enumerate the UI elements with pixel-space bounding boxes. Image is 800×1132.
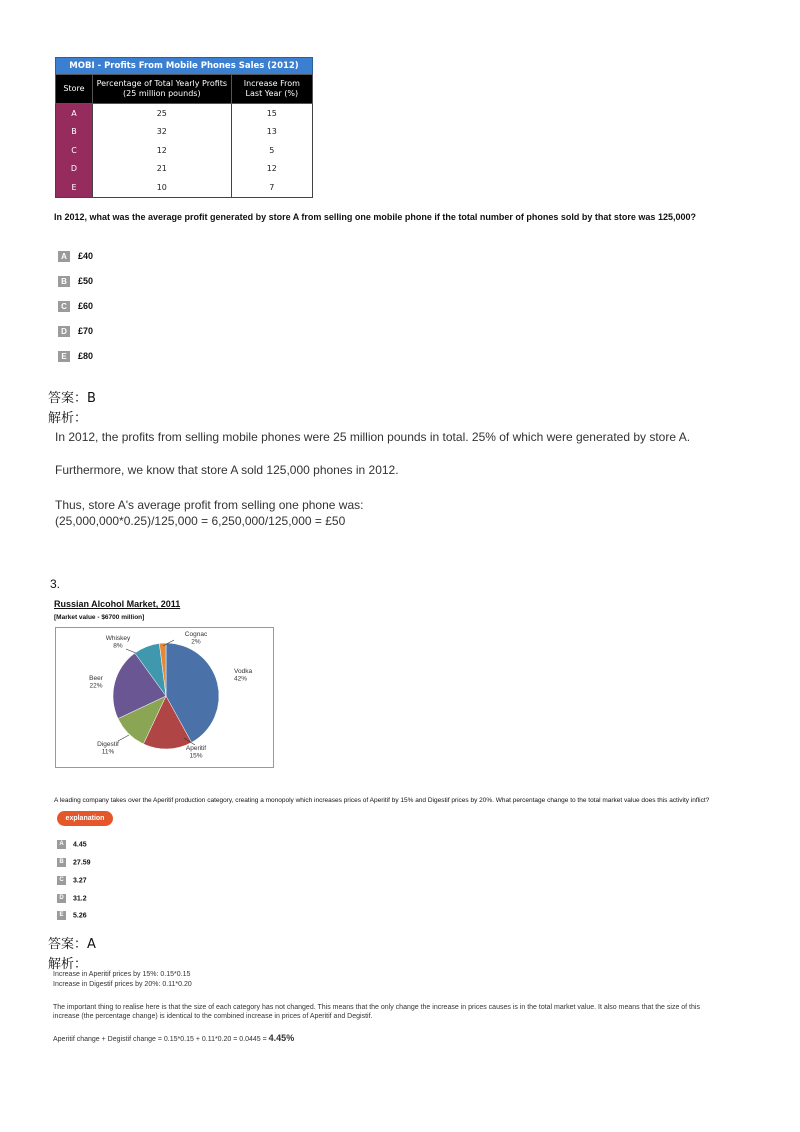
answer-label: 答案：A [48, 937, 96, 952]
option-text: 4.45 [73, 841, 87, 849]
percentage-cell: 25 [93, 104, 232, 123]
option-a[interactable] [58, 250, 93, 262]
increase-cell: 7 [231, 178, 312, 197]
analysis-label: 解析： [48, 411, 88, 426]
option-text: 3.27 [73, 877, 87, 885]
percentage-cell: 21 [93, 160, 232, 179]
option-d[interactable] [58, 325, 93, 337]
option-text: 27.59 [73, 859, 91, 867]
answer-label: 答案：B [48, 391, 96, 406]
table-row [56, 160, 313, 179]
explanation-line: Increase in Digestif prices by 20%: 0.11*0.20 [53, 981, 192, 988]
explanation-formula: Aperitif change + Degistif change = 0.15*0.15 + 0.11*0.20 = 0.0445 = [53, 1036, 269, 1043]
store-cell: E [56, 178, 93, 197]
pie-label-cognac: Cognac 2% [184, 631, 208, 646]
question-text: In 2012, what was the average profit generated by store A from selling one mobile phone if the total number of phones sold by that store was 125,000? [54, 212, 696, 222]
chart-title: Russian Alcohol Market, 2011 [54, 599, 181, 609]
pie-label-beer: Beer 22% [89, 675, 103, 690]
option-letter-badge: C [58, 301, 70, 312]
table-row [56, 123, 313, 142]
option-text: 5.26 [73, 912, 87, 920]
option-letter-badge: A [57, 840, 66, 849]
pie-label-whiskey: Whiskey 8% [105, 635, 131, 650]
option-c[interactable] [58, 300, 93, 312]
chart-subtitle: [Market value - $6700 million] [54, 614, 145, 621]
option-text: £60 [78, 301, 94, 311]
option-letter-badge: E [57, 911, 66, 920]
question-text: A leading company takes over the Aperitif production category, creating a monopoly which increases prices of Aperitif by 15% and Digestif prices by 20%. What percentage change to the total market value does this activity inflict? [54, 797, 710, 804]
store-cell: C [56, 141, 93, 160]
explanation-line: In 2012, the profits from selling mobile phones were 25 million pounds in total. 25% of which were generated by store A. [55, 430, 691, 444]
explanation-line: (25,000,000*0.25)/125,000 = 6,250,000/125,000 = £50 [55, 514, 346, 528]
option-letter-badge: A [58, 251, 70, 262]
pie-chart [56, 628, 273, 767]
option-text: 31.2 [73, 895, 87, 903]
option-letter-badge: B [58, 276, 70, 287]
option-text: £40 [78, 251, 94, 261]
option-e[interactable] [58, 350, 93, 362]
option-text: £50 [78, 276, 94, 286]
table-caption: MOBI - Profits From Mobile Phones Sales (2012) [55, 57, 313, 74]
explanation-result: 4.45% [268, 1033, 295, 1043]
option-text: £70 [78, 326, 94, 336]
store-cell: D [56, 160, 93, 179]
explanation-button[interactable]: explanation [57, 811, 113, 826]
option-letter-badge: C [57, 876, 66, 885]
increase-cell: 15 [231, 104, 312, 123]
increase-cell: 5 [231, 141, 312, 160]
store-cell: B [56, 123, 93, 142]
option-letter-badge: B [57, 858, 66, 867]
explanation-line: increase (the percentage change) is identical to the combined increase in prices of Aperitif and Degistif. [53, 1013, 373, 1020]
table-row [56, 104, 313, 123]
pie-leader-line [126, 649, 136, 653]
option-d[interactable] [57, 894, 87, 904]
explanation-result-line [53, 1034, 294, 1045]
pie-label-aperitif: Aperitif 15% [185, 745, 207, 760]
pie-chart-frame [55, 627, 274, 768]
explanation-line: Furthermore, we know that store A sold 125,000 phones in 2012. [55, 463, 399, 477]
header-increase: Increase From Last Year (%) [231, 75, 312, 104]
store-cell: A [56, 104, 93, 123]
question-number: 3. [50, 577, 61, 591]
option-b[interactable] [58, 275, 93, 287]
explanation-line: Increase in Aperitif prices by 15%: 0.15*0.15 [53, 971, 191, 978]
option-letter-badge: D [57, 894, 66, 903]
option-c[interactable] [57, 876, 87, 886]
table-header-row [56, 75, 313, 104]
pie-label-vodka: Vodka 42% [234, 668, 253, 683]
option-e[interactable] [57, 911, 87, 921]
table-row [56, 141, 313, 160]
increase-cell: 12 [231, 160, 312, 179]
percentage-cell: 32 [93, 123, 232, 142]
increase-cell: 13 [231, 123, 312, 142]
percentage-cell: 10 [93, 178, 232, 197]
option-letter-badge: D [58, 326, 70, 337]
profits-table [55, 57, 313, 198]
table-row [56, 178, 313, 197]
option-text: £80 [78, 351, 94, 361]
header-percentage: Percentage of Total Yearly Profits (25 million pounds) [93, 75, 232, 104]
option-letter-badge: E [58, 351, 70, 362]
option-a[interactable] [57, 840, 87, 850]
explanation-line: Thus, store A's average profit from selling one phone was: [55, 498, 364, 512]
explanation-line: The important thing to realise here is that the size of each category has not changed. This means that the only change the increase in prices causes is in the total market value. It also means that the size of this [53, 1004, 700, 1011]
percentage-cell: 12 [93, 141, 232, 160]
pie-label-digestif: Digestif 11% [97, 741, 119, 756]
pie-leader-line [118, 735, 129, 741]
option-b[interactable] [57, 858, 91, 868]
analysis-label: 解析： [48, 957, 88, 972]
header-store: Store [56, 75, 93, 104]
